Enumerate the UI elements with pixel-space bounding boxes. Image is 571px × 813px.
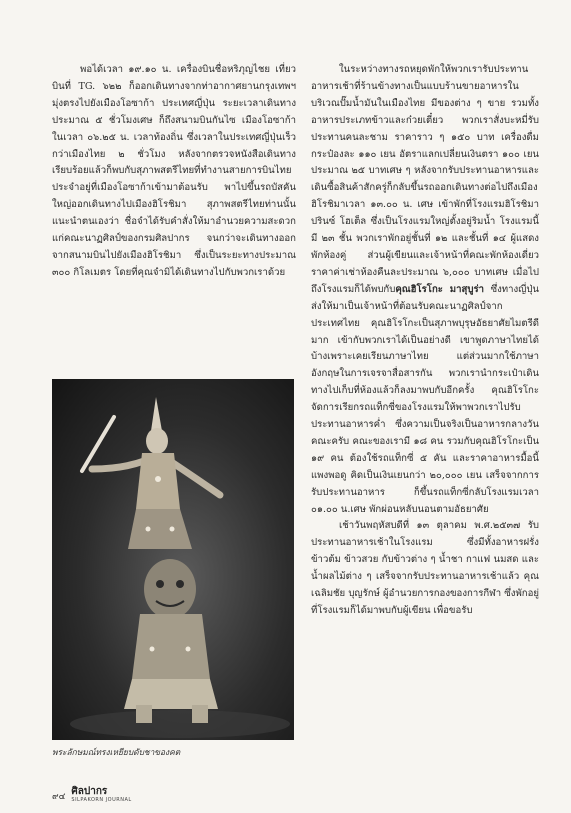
khon-dancers-illustration [52, 379, 294, 740]
left-column [52, 62, 296, 282]
right-column [311, 62, 539, 620]
paragraph: พอได้เวลา ๑๙.๑๐ น. เครื่องบินชื่อหริภุญไชย เที่ยวบินที่ TG. ๖๒๒ ก็ออกเดินทางจากท่าอากาศยานกรุงเทพฯ มุ่งตรงไปยังเมืองโอซาก้า ประเทศญี่ปุ่น ระยะเวลาเดินทางประมาณ ๕ ชั่วโมงเศษ ก็ถึงสนามบินกันไซ เมืองโอซาก้า ในเวลา ๐๖.๒๕ น. เวลาท้องถิ่น ซึ่งเวลาในประเทศญี่ปุ่นเร็วกว่าเมืองไทย ๒ ชั่วโมง หลังจากตรวจหนังสือเดินทางเรียบร้อยแล้วก็พบกับสุภาพสตรีไทยที่ทำงานสายการบินไทยประจำอยู่ที่เมืองโอซาก้าเข้ามาต้อนรับ พาไปขึ้นรถบัสคันใหญ่ออกเดินทางไปเมืองฮิโรชิมา สุภาพสตรีไทยท่านนั้นแนะนำตนเองว่า ชื่อจำได้รับคำสั่งให้มาอำนวยความสะดวกแก่คณะนาฏศิลป์ของกรมศิลปากร จนกว่าจะเดินทางออกจากสนามบินไปยังเมืองฮิโรชิมา ซึ่งเป็นระยะทางประมาณ ๓๐๐ กิโลเมตร โดยที่คุณจำมิได้เดินทางไปกับพวกเราด้วย [52, 64, 296, 278]
photo-caption: พระลักษมณ์ทรงเหยียบดับชาของคต [52, 747, 181, 757]
magazine-logo [71, 788, 131, 804]
host-name: คุณฮิโรโกะ มาสุบูร่า [395, 283, 484, 295]
page-number: ๙๔ [52, 792, 66, 802]
magazine-name: ศิลปากร [71, 786, 108, 797]
page-footer [52, 788, 132, 804]
paragraph-text: ในระหว่างทางรถหยุดพักให้พวกเรารับประทานอาหารเช้าที่ร้านข้างทางเป็นแบบร้านขายอาหารในบริเวณปั๊มน้ำมันในเมืองไทย มีของต่าง ๆ ขาย รวมทั้งอาหารประเภทข้าวและก๋วยเตี๋ยว พวกเราสั่งบะหมี่รับประทานคนละชาม ราคาราว ๆ ๑๕๐ บาท เครื่องดื่มกระป๋องละ ๑๑๐ เยน อัตราแลกเปลี่ยนเงินตรา ๑๐๐ เยน ประมาณ ๒๕ บาทเศษ ๆ หลังจากรับประทานอาหารและเดินซื้อสินค้าสักครู่ก็กลับขึ้นรถออกเดินทางต่อไปถึงเมืองฮิโรชิมาเวลา ๑๓.๐๐ น. เศษ เข้าพักที่โรงแรมฮิโรชิมา ปรินซ์ โฮเต็ล ซึ่งเป็นโรงแรมใหญ่ตั้งอยู่ริมน้ำ โรงแรมนี้มี ๒๓ ชั้น พวกเราพักอยู่ชั้นที่ ๑๒ และชั้นที่ ๑๔ ผู้แสดงพักห้องคู่ ส่วนผู้เขียนและเจ้าหน้าที่คณะพักห้องเดี่ยว ราคาค่าเช่าห้องคืนละประมาณ ๖,๐๐๐ บาทเศษ เมื่อไปถึงโรงแรมก็ได้พบกับ [311, 64, 539, 295]
paragraph [311, 62, 539, 518]
paragraph-text-cont: ซึ่งทางญี่ปุ่นส่งให้มาเป็นเจ้าหน้าที่ต้อนรับคณะนาฏศิลป์จากประเทศไทย คุณฮิโรโกะเป็นสุภาพบุรุษอัธยาศัยไมตรีดีมาก เข้ากับพวกเราได้เป็นอย่างดี เขาพูดภาษาไทยได้บ้างเพราะเคยเรียนภาษาไทย แต่ส่วนมากใช้ภาษาอังกฤษในการเจรจาสื่อสารกัน พวกเรานำกระเป๋าเดินทางไปเก็บที่ห้องแล้วก็ลงมาพบกับอีกครั้ง คุณฮิโรโกะ จัดการเรียกรถแท็กซี่ของโรงแรมให้พาพวกเราไปรับประทานอาหารค่ำ ซึ่งความเป็นจริงเป็นอาหารกลางวันคณะครับ คณะของเรามี ๑๘ คน รวมกับคุณฮิโรโกะเป็น ๑๙ คน ต้องใช้รถแท็กซี่ ๕ คัน และราคาอาหารมื้อนี้แพงพอดู คิดเป็นเงินเยนกว่า ๒๐,๐๐๐ เยน เสร็จจากการรับประทานอาหาร ก็ขึ้นรถแท็กซี่กลับโรงแรมเวลา ๐๑.๐๐ น.เศษ พักผ่อนหลับนอนตามอัธยาศัย [311, 283, 539, 515]
performance-photo [52, 379, 294, 740]
paragraph: เช้าวันพฤหัสบดีที่ ๑๓ ตุลาคม พ.ศ.๒๕๓๗ รับประทานอาหารเช้าในโรงแรม ซึ่งมีทั้งอาหารฝรั่ง ข้าวต้ม ข้าวสวย กับข้าวต่าง ๆ น้ำชา กาแฟ นมสด และน้ำผลไม้ต่าง ๆ เสร็จจากรับประทานอาหารเช้าแล้ว คุณเฉลิมชัย บุญรักษ์ ผู้อำนวยการกองของการกีฬา ซึ่งพักอยู่ที่โรงแรมก็ได้มาพบกับผู้เขียน เพื่อขอรับ [311, 520, 539, 616]
magazine-subtitle: SILPAKORN JOURNAL [71, 797, 132, 803]
